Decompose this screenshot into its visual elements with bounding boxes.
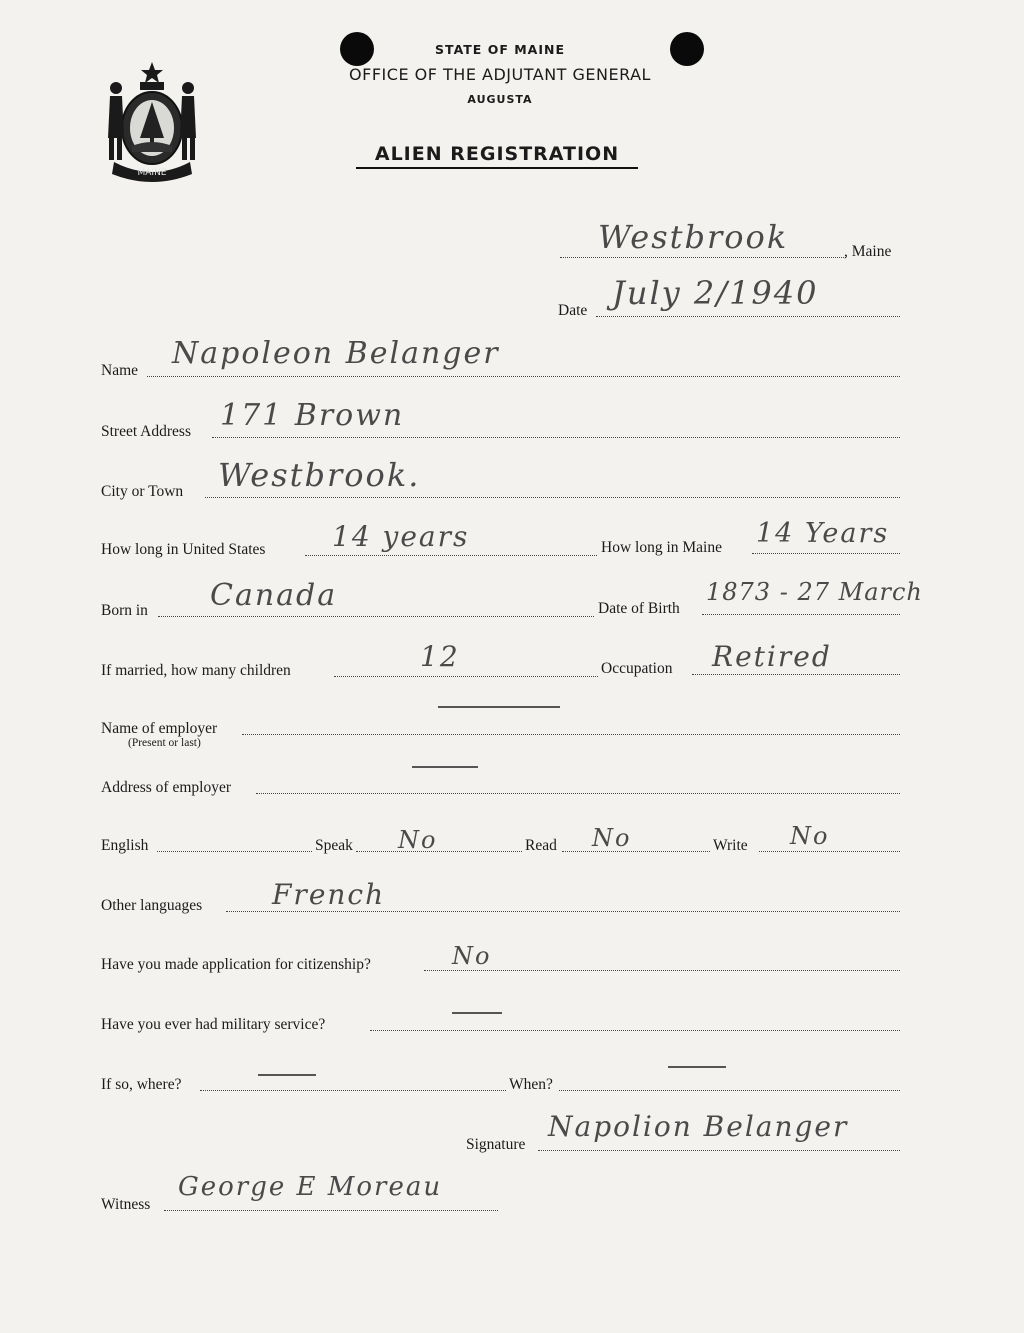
where-label: If so, where? bbox=[101, 1076, 182, 1093]
punch-hole-right bbox=[670, 32, 704, 66]
when-line bbox=[559, 1090, 900, 1091]
signature-value: Napolion Belanger bbox=[548, 1110, 849, 1143]
how-long-maine-value: 14 Years bbox=[756, 518, 890, 549]
form-title: ALIEN REGISTRATION bbox=[374, 143, 620, 165]
name-line bbox=[147, 376, 900, 377]
street-value: 171 Brown bbox=[220, 398, 405, 433]
where-dash bbox=[258, 1074, 316, 1076]
english-label: English bbox=[101, 837, 149, 854]
how-long-maine-line bbox=[752, 553, 900, 554]
born-in-line bbox=[158, 616, 594, 617]
employer-address-dash bbox=[412, 766, 478, 768]
children-label: If married, how many children bbox=[101, 662, 291, 679]
other-languages-line bbox=[226, 911, 900, 912]
read-label: Read bbox=[525, 837, 557, 854]
other-languages-value: French bbox=[272, 878, 386, 911]
when-label: When? bbox=[509, 1076, 553, 1093]
military-line bbox=[370, 1030, 900, 1031]
read-line bbox=[562, 851, 710, 852]
write-label: Write bbox=[713, 837, 748, 854]
signature-line bbox=[538, 1150, 900, 1151]
children-line bbox=[334, 676, 598, 677]
military-dash bbox=[452, 1012, 502, 1014]
occupation-value: Retired bbox=[712, 640, 832, 673]
punch-hole-left bbox=[340, 32, 374, 66]
state-seal-icon bbox=[100, 58, 204, 182]
employer-address-label: Address of employer bbox=[101, 779, 231, 796]
occupation-label: Occupation bbox=[601, 660, 673, 677]
speak-line bbox=[356, 851, 522, 852]
city-label: City or Town bbox=[101, 483, 184, 500]
write-line bbox=[759, 851, 900, 852]
employer-name-line bbox=[242, 734, 900, 735]
citizenship-line bbox=[424, 970, 900, 971]
other-languages-label: Other languages bbox=[101, 897, 203, 914]
citizenship-label: Have you made application for citizenship? bbox=[101, 956, 371, 973]
signature-label: Signature bbox=[466, 1136, 526, 1153]
citizenship-value: No bbox=[452, 942, 492, 970]
date-line bbox=[596, 316, 900, 317]
seal-banner-text: MAINE bbox=[137, 168, 167, 178]
born-in-value: Canada bbox=[210, 578, 338, 613]
english-line bbox=[157, 851, 312, 852]
how-long-us-value: 14 years bbox=[332, 520, 470, 553]
occupation-line bbox=[692, 674, 900, 675]
born-in-label: Born in bbox=[101, 602, 148, 619]
write-value: No bbox=[790, 822, 830, 850]
date-label: Date bbox=[558, 302, 588, 319]
city-line bbox=[205, 497, 900, 498]
date-value: July 2/1940 bbox=[612, 274, 819, 312]
name-value: Napoleon Belanger bbox=[172, 336, 500, 371]
speak-label: Speak bbox=[315, 837, 353, 854]
employer-name-label: Name of employer bbox=[101, 720, 218, 737]
city-value: Westbrook. bbox=[218, 456, 421, 494]
date-of-birth-value: 1873 - 27 March bbox=[706, 578, 923, 606]
date-of-birth-label: Date of Birth bbox=[598, 600, 680, 617]
place-town: Westbrook bbox=[598, 218, 789, 256]
employer-name-note: (Present or last) bbox=[128, 737, 201, 749]
military-label: Have you ever had military service? bbox=[101, 1016, 326, 1033]
employer-name-dash bbox=[438, 706, 560, 708]
header-state: STATE OF MAINE bbox=[435, 42, 565, 57]
place-state-label: , Maine bbox=[844, 243, 892, 260]
place-line bbox=[560, 257, 846, 258]
how-long-maine-label: How long in Maine bbox=[601, 539, 722, 556]
name-label: Name bbox=[101, 362, 139, 379]
children-value: 12 bbox=[420, 640, 460, 673]
date-of-birth-line bbox=[702, 614, 900, 615]
employer-address-line bbox=[256, 793, 900, 794]
header-city: AUGUSTA bbox=[467, 93, 533, 106]
header-office: OFFICE OF THE ADJUTANT GENERAL bbox=[349, 65, 651, 84]
when-dash bbox=[668, 1066, 726, 1068]
title-underline bbox=[356, 167, 638, 169]
witness-label: Witness bbox=[101, 1196, 151, 1213]
speak-value: No bbox=[398, 826, 438, 854]
witness-line bbox=[164, 1210, 498, 1211]
how-long-us-label: How long in United States bbox=[101, 541, 266, 558]
witness-value: George E Moreau bbox=[178, 1172, 443, 1202]
how-long-us-line bbox=[305, 555, 597, 556]
where-line bbox=[200, 1090, 506, 1091]
street-label: Street Address bbox=[101, 423, 191, 440]
street-line bbox=[212, 437, 900, 438]
read-value: No bbox=[592, 824, 632, 852]
